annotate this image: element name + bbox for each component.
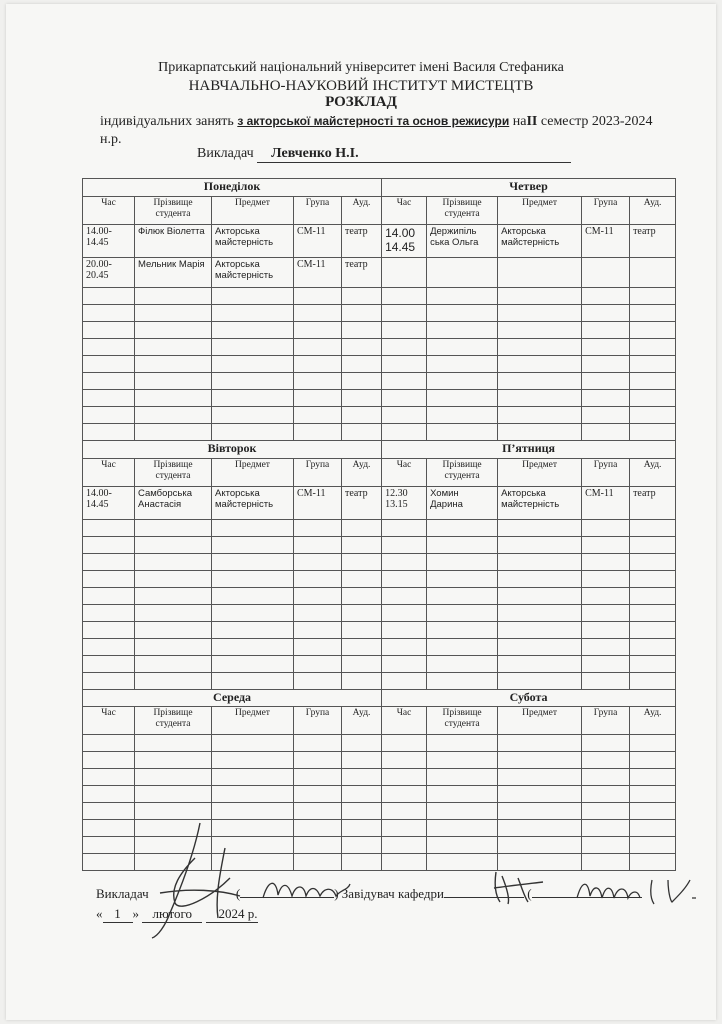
col-subject: Предмет (498, 197, 582, 225)
cell-group: СМ-11 (582, 225, 630, 258)
footer-date: « 1 » лютого 2024 р. (96, 906, 258, 921)
col-group: Група (294, 459, 342, 487)
col-time: Час (83, 707, 135, 735)
cell-student: Самборська Анастасія (135, 487, 212, 520)
date-month: лютого (142, 906, 202, 923)
col-student: Прізвище студента (427, 707, 498, 735)
teacher-line (197, 146, 571, 163)
col-group: Група (582, 197, 630, 225)
table-row (83, 258, 676, 288)
head-signature-scribble (488, 866, 548, 908)
head-name-signature (572, 872, 702, 910)
cell-time: 14.00-14.45 (83, 487, 135, 520)
table-row (83, 225, 676, 258)
cell-subject: Акторська майстерність (498, 487, 582, 520)
day-monday: Понеділок (83, 179, 382, 197)
col-student: Прізвище студента (427, 197, 498, 225)
table-row (83, 487, 676, 520)
col-time: Час (83, 197, 135, 225)
document-title: РОЗКЛАД (325, 94, 397, 110)
cell-room: театр (630, 487, 676, 520)
footer-head-label: Завідувач кафедри (341, 886, 444, 901)
cell-group: СМ-11 (582, 487, 630, 520)
day-wednesday: Середа (83, 690, 382, 707)
teacher-name: Левченко Н.І. (257, 146, 571, 163)
date-day: 1 (103, 906, 133, 923)
day-thursday: Четвер (382, 179, 676, 197)
cell-room: театр (342, 258, 382, 288)
date-year: 2024 р. (206, 906, 258, 923)
cell-group: СМ-11 (294, 258, 342, 288)
col-subject: Предмет (212, 197, 294, 225)
schedule-description (100, 112, 680, 149)
col-room: Ауд. (630, 707, 676, 735)
col-student: Прізвище студента (135, 197, 212, 225)
description-prefix: індивідуальних занять (100, 114, 234, 129)
footer-teacher-label: Викладач (96, 886, 149, 901)
teacher-signature-scribble (140, 818, 250, 943)
cell-student: Мельник Марія (135, 258, 212, 288)
schedule-table-monday-thursday (82, 178, 676, 871)
university-name: Прикарпатський національний університет імені Василя Стефаника (158, 60, 564, 75)
semester-number: II (526, 114, 538, 129)
teacher-label: Викладач (197, 146, 254, 161)
cell-student: Хомин Дарина (427, 487, 498, 520)
col-subject: Предмет (498, 459, 582, 487)
col-student: Прізвище студента (135, 459, 212, 487)
col-student: Прізвище студента (427, 459, 498, 487)
cell-subject: Акторська майстерність (212, 225, 294, 258)
col-group: Група (294, 197, 342, 225)
cell-time: 14.00 14.45 (382, 225, 427, 258)
cell-room: театр (342, 225, 382, 258)
cell-subject: Акторська майстерність (212, 487, 294, 520)
cell-time: 20.00-20.45 (83, 258, 135, 288)
col-room: Ауд. (342, 197, 382, 225)
cell-room: театр (630, 225, 676, 258)
col-room: Ауд. (342, 459, 382, 487)
col-time: Час (382, 459, 427, 487)
day-tuesday: Вівторок (83, 441, 382, 459)
academic-year-suffix: н.р. (100, 132, 122, 147)
col-room: Ауд. (630, 197, 676, 225)
cell-time: 14.00-14.45 (83, 225, 135, 258)
cell-group: СМ-11 (294, 487, 342, 520)
col-subject: Предмет (212, 707, 294, 735)
day-friday: П’ятниця (382, 441, 676, 459)
col-group: Група (294, 707, 342, 735)
col-subject: Предмет (498, 707, 582, 735)
subject-name: з акторської майстерності та основ режисури (237, 114, 510, 128)
institute-name: НАВЧАЛЬНО-НАУКОВИЙ ІНСТИТУТ МИСТЕЦТВ (188, 78, 534, 94)
description-mid: на (512, 114, 527, 129)
cell-student: Філюк Віолетта (135, 225, 212, 258)
description-suffix: семестр 2023-2024 (540, 114, 653, 129)
cell-time: 12.30 13.15 (382, 487, 427, 520)
col-room: Ауд. (630, 459, 676, 487)
col-room: Ауд. (342, 707, 382, 735)
cell-subject: Акторська майстерність (498, 225, 582, 258)
col-time: Час (382, 197, 427, 225)
teacher-name-signature (258, 870, 354, 910)
footer-signatures: Викладач ( ) Завідувач кафедри ( « 1 » лютого 2024 р. (96, 886, 696, 902)
day-saturday: Субота (382, 690, 676, 707)
col-subject: Предмет (212, 459, 294, 487)
cell-student: Держипіль ська Ольга (427, 225, 498, 258)
cell-subject: Акторська майстерність (212, 258, 294, 288)
col-time: Час (382, 707, 427, 735)
col-time: Час (83, 459, 135, 487)
cell-room: театр (342, 487, 382, 520)
cell-group: СМ-11 (294, 225, 342, 258)
col-group: Група (582, 707, 630, 735)
col-student: Прізвище студента (135, 707, 212, 735)
col-group: Група (582, 459, 630, 487)
